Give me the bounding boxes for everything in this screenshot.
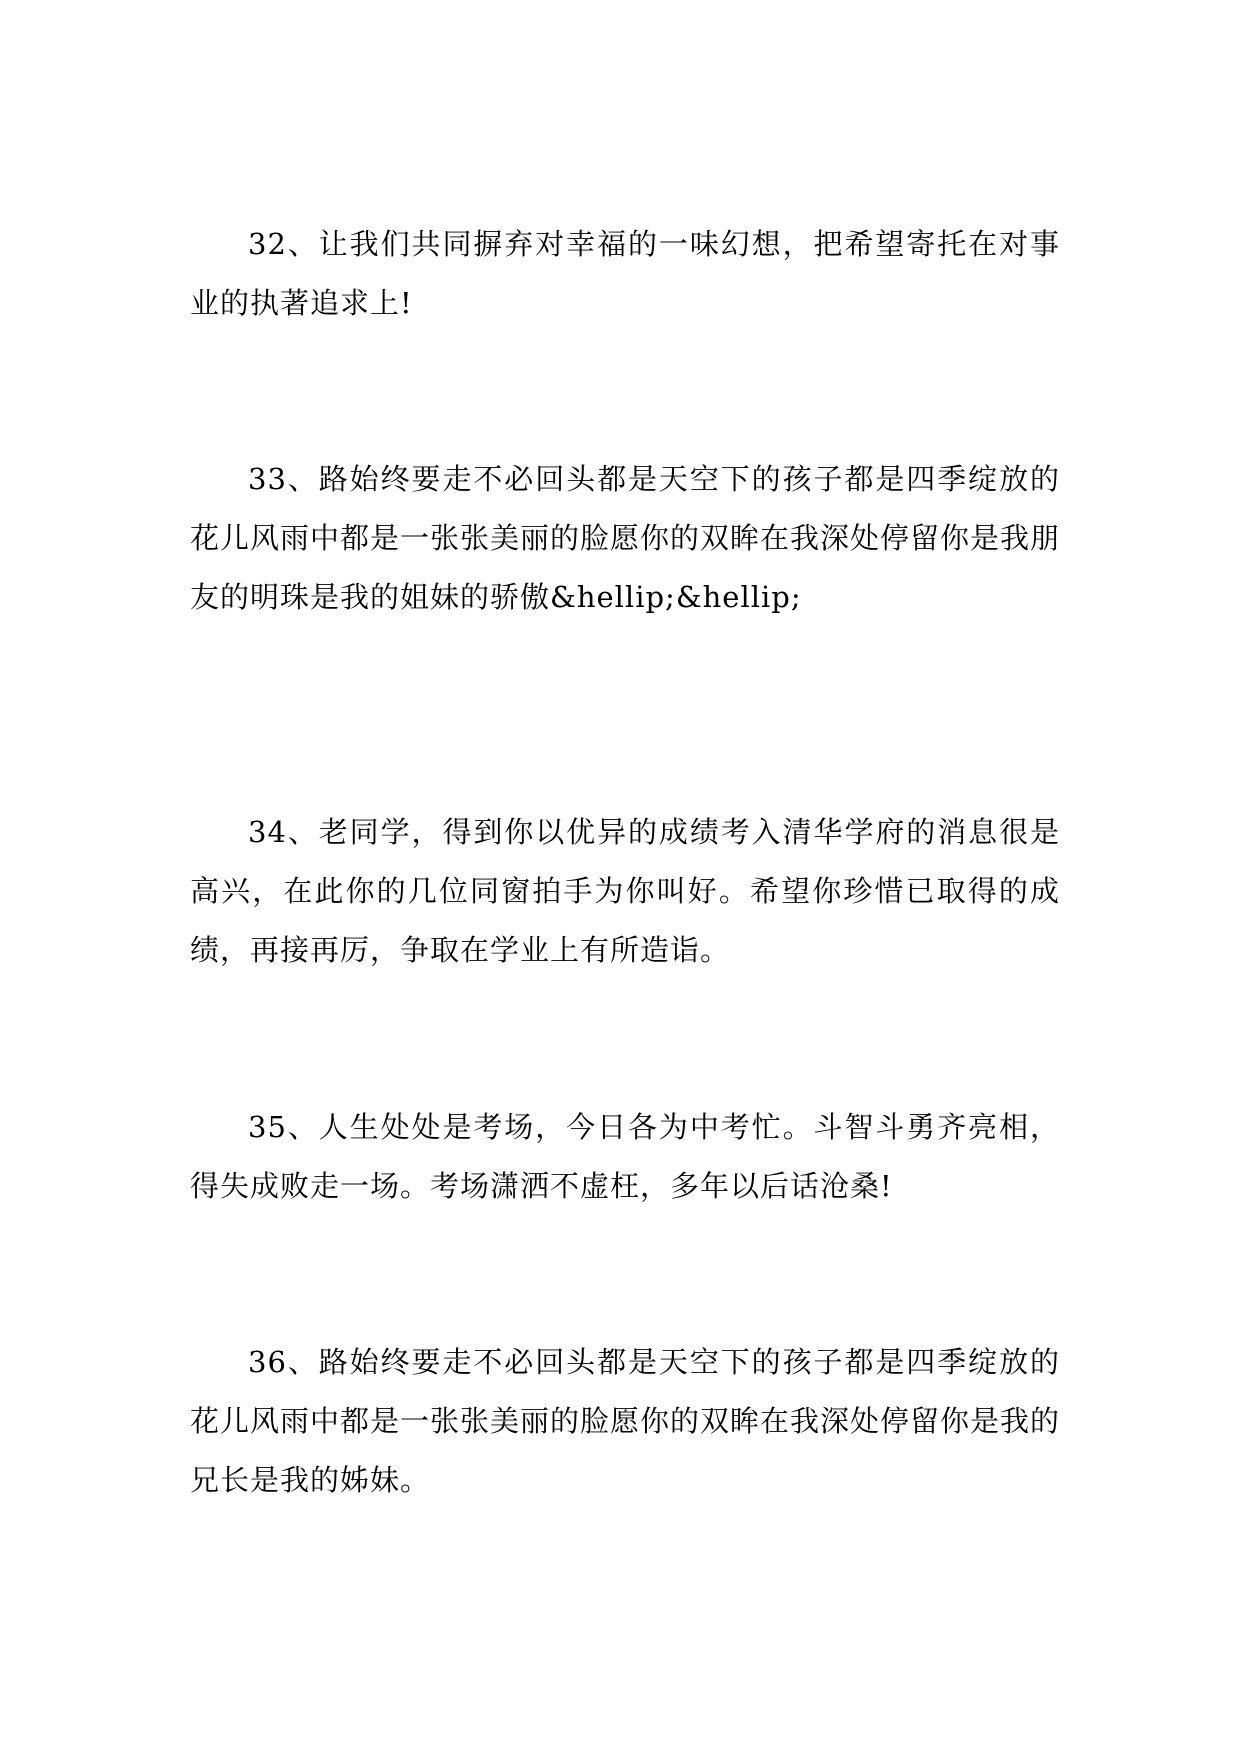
paragraph-35: 35、人生处处是考场，今日各为中考忙。斗智斗勇齐亮相，得失成败走一场。考场潇洒不虚枉，多年以后话沧桑! (190, 1110, 1060, 1203)
paragraph-32: 32、让我们共同摒弃对幸福的一味幻想，把希望寄托在对事业的执著追求上! (190, 227, 1060, 320)
paragraph-34: 34、老同学，得到你以优异的成绩考入清华学府的消息很是高兴，在此你的几位同窗拍手为你叫好。希望你珍惜已取得的成绩，再接再厉，争取在学业上有所造诣。 (190, 815, 1060, 967)
paragraph-36: 36、路始终要走不必回头都是天空下的孩子都是四季绽放的花儿风雨中都是一张张美丽的脸愿你的双眸在我深处停留你是我的兄长是我的姊妹。 (190, 1345, 1061, 1497)
paragraph-33: 33、路始终要走不必回头都是天空下的孩子都是四季绽放的花儿风雨中都是一张张美丽的脸愿你的双眸在我深处停留你是我朋友的明珠是我的姐妹的骄傲&hellip;&hellip; (190, 462, 1061, 614)
